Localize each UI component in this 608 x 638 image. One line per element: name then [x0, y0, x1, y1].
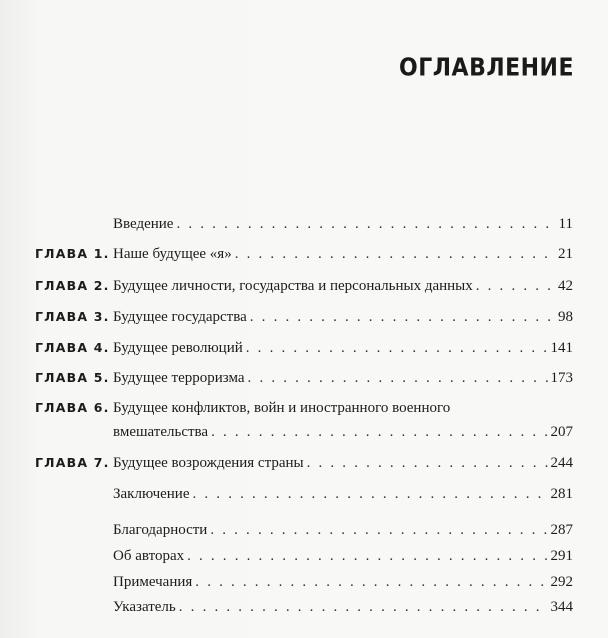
entry-title: Будущее революций — [113, 340, 243, 356]
page-number: 11 — [558, 216, 573, 232]
dot-leader — [195, 572, 547, 592]
dot-leader — [248, 368, 548, 388]
dot-leader — [235, 244, 555, 264]
dot-leader — [307, 453, 548, 473]
chapter-label: ГЛАВА 7. — [35, 455, 110, 470]
page-number: 344 — [550, 599, 573, 615]
toc-entry-index — [0, 597, 608, 619]
entry-title: Заключение — [113, 486, 190, 502]
entry-title: Будущее государства — [113, 309, 247, 325]
dot-leader — [193, 484, 548, 504]
entry-title: вмешательства — [113, 424, 209, 440]
toc-entry-introduction — [0, 214, 608, 236]
page-number: 21 — [558, 246, 573, 262]
page-number: 281 — [550, 486, 573, 502]
entry-title: Благодарности — [113, 522, 208, 538]
toc-entry-chapter-1 — [0, 244, 608, 266]
page-number: 98 — [558, 309, 573, 325]
entry-title: Наше будущее «я» — [113, 246, 232, 262]
entry-title: Будущее личности, государства и персональных данных — [113, 278, 473, 294]
entry-title: Указатель — [113, 599, 176, 615]
page-title: ОГЛАВЛЕНИЕ — [399, 54, 574, 82]
chapter-label: ГЛАВА 2. — [35, 278, 110, 293]
dot-leader — [250, 307, 555, 327]
toc-entry-notes — [0, 572, 608, 594]
dot-leader — [211, 422, 547, 442]
toc-entry-chapter-6 — [0, 398, 608, 446]
toc-entry-conclusion — [0, 484, 608, 506]
toc-entry-acknowledgements — [0, 520, 608, 542]
chapter-label: ГЛАВА 3. — [35, 309, 110, 324]
chapter-label: ГЛАВА 1. — [35, 246, 110, 261]
page-number: 292 — [550, 574, 573, 590]
dot-leader — [179, 597, 548, 617]
toc-entry-chapter-7 — [0, 453, 608, 475]
entry-title: Введение — [113, 216, 174, 232]
page-number: 244 — [550, 455, 573, 471]
toc-entry-chapter-3 — [0, 307, 608, 329]
page-number: 173 — [550, 370, 573, 386]
chapter-label: ГЛАВА 4. — [35, 340, 110, 355]
entry-title: Об авторах — [113, 548, 185, 564]
page-number: 42 — [558, 278, 573, 294]
dot-leader — [210, 520, 547, 540]
page-number: 287 — [550, 522, 573, 538]
chapter-label: ГЛАВА 6. — [35, 400, 110, 415]
toc-entry-chapter-2 — [0, 276, 608, 298]
page-number: 207 — [550, 424, 573, 440]
page-number: 291 — [550, 548, 573, 564]
dot-leader — [476, 276, 555, 296]
entry-title: Будущее возрождения страны — [113, 455, 304, 471]
entry-title: Примечания — [113, 574, 193, 590]
dot-leader — [246, 338, 548, 358]
chapter-label: ГЛАВА 5. — [35, 370, 110, 385]
toc-entry-about-authors — [0, 546, 608, 568]
toc-entry-chapter-5 — [0, 368, 608, 390]
page-number: 141 — [550, 340, 573, 356]
toc-entry-chapter-4 — [0, 338, 608, 360]
entry-title-line-1: Будущее конфликтов, войн и иностранного военного — [113, 400, 451, 416]
dot-leader — [176, 214, 555, 234]
dot-leader — [187, 546, 547, 566]
entry-title: Будущее терроризма — [113, 370, 245, 386]
